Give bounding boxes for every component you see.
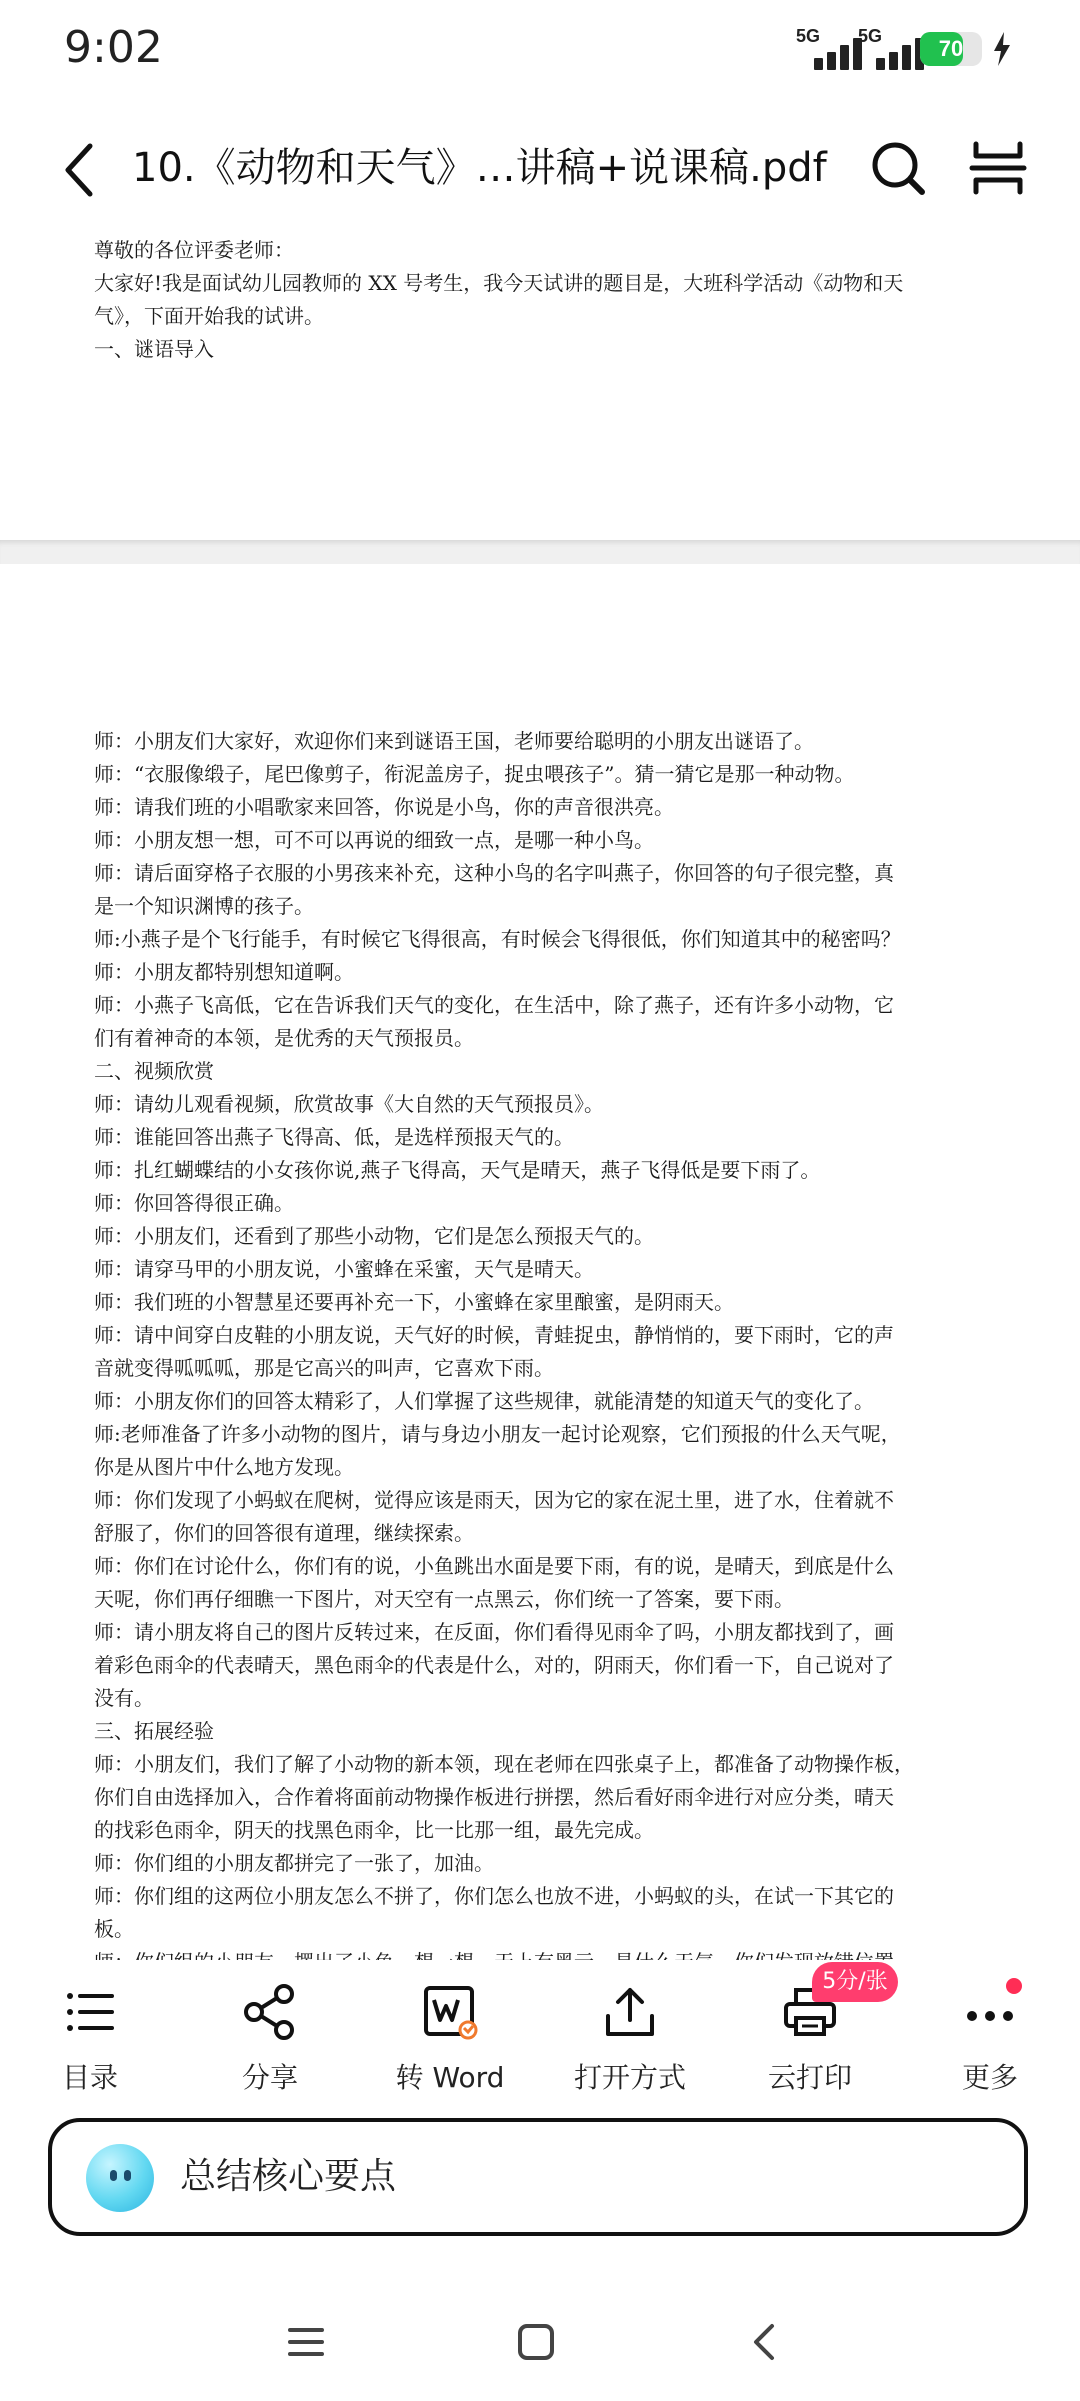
status-time: 9:02 (64, 22, 163, 73)
document-line: 着彩色雨伞的代表晴天，黑色雨伞的代表是什么，对的，阴雨天，你们看一下，自己说对了 (94, 1653, 894, 1677)
document-line: 尊敬的各位评委老师： (94, 238, 294, 262)
fit-width-icon[interactable] (966, 136, 1030, 200)
document-line: 们有着神奇的本领，是优秀的天气预报员。 (94, 1026, 474, 1050)
document-line: 板。 (94, 1917, 134, 1941)
open-with-button[interactable] (550, 1982, 710, 2092)
cloud-print-label: 云打印 (767, 2061, 852, 2094)
document-line: 师：扎红蝴蝶结的小女孩你说,燕子飞得高，天气是晴天，燕子飞得低是要下雨了。 (94, 1158, 821, 1182)
document-line: 舒服了，你们的回答很有道理，继续探索。 (94, 1521, 474, 1545)
document-line: 三、拓展经验 (94, 1719, 214, 1743)
back-icon[interactable] (736, 2312, 796, 2372)
share-label: 分享 (241, 2061, 298, 2094)
document-line: 师：你们组的这两位小朋友怎么不拼了，你们怎么也放不进，小蚂蚁的头，在试一下其它的 (94, 1884, 894, 1908)
document-line: 师：小朋友们，我们了解了小动物的新本领，现在老师在四张桌子上，都准备了动物操作板， (94, 1752, 914, 1776)
system-nav-bar (0, 2260, 1080, 2401)
document-line: 二、视频欣赏 (94, 1059, 214, 1083)
document-line: 天呢，你们再仔细瞧一下图片，对天空有一点黑云，你们统一了答案，要下雨。 (94, 1587, 794, 1611)
toc-label: 目录 (61, 2061, 118, 2094)
more-button[interactable] (910, 1982, 1070, 2092)
search-icon[interactable] (866, 136, 930, 200)
ai-summary-button[interactable] (48, 2118, 1028, 2236)
document-line: 是一个知识渊博的孩子。 (94, 894, 314, 918)
page-2-text (94, 725, 984, 1979)
document-line: 师：小燕子飞高低，它在告诉我们天气的变化，在生活中，除了燕子，还有许多小动物，它 (94, 993, 894, 1017)
pdf-page-2 (0, 564, 1080, 2194)
ai-summary-label: 总结核心要点 (180, 2156, 397, 2197)
document-line: 师：谁能回答出燕子飞得高、低，是选样预报天气的。 (94, 1125, 574, 1149)
more-label: 更多 (961, 2061, 1018, 2094)
document-line: 师：你们在讨论什么，你们有的说，小鱼跳出水面是要下雨，有的说，是晴天，到底是什么 (94, 1554, 894, 1578)
document-line: 师：小朋友们大家好，欢迎你们来到谜语王国，老师要给聪明的小朋友出谜语了。 (94, 729, 814, 753)
document-line: 音就变得呱呱呱，那是它高兴的叫声，它喜欢下雨。 (94, 1356, 554, 1380)
document-line: 师：你们组的小朋友都拼完了一张了，加油。 (94, 1851, 494, 1875)
document-line: 师：你回答得很正确。 (94, 1191, 294, 1215)
document-line: 师：请小朋友将自己的图片反转过来，在反面，你们看得见雨伞了吗，小朋友都找到了，画 (94, 1620, 894, 1644)
open-with-label: 打开方式 (573, 2061, 686, 2094)
document-line: 一、谜语导入 (94, 337, 214, 361)
document-line: 你是从图片中什么地方发现。 (94, 1455, 354, 1479)
bottom-toolbar (0, 1960, 1080, 2100)
menu-icon[interactable] (276, 2312, 336, 2372)
toc-button[interactable] (10, 1982, 170, 2092)
document-line: 师：请穿马甲的小朋友说，小蜜蜂在采蜜，天气是晴天。 (94, 1257, 594, 1281)
list-icon (60, 1982, 120, 2042)
document-line: 师：小朋友想一想，可不可以再说的细致一点，是哪一种小鸟。 (94, 828, 654, 852)
document-line: 师：请我们班的小唱歌家来回答，你说是小鸟，你的声音很洪亮。 (94, 795, 674, 819)
network-type-2: 5G (858, 26, 883, 46)
document-line: 你们自由选择加入，合作着将面前动物操作板进行拼摆，然后看好雨伞进行对应分类，晴天 (94, 1785, 894, 1809)
document-line: 师:老师准备了许多小动物的图片，请与身边小朋友一起讨论观察，它们预报的什么天气呢， (94, 1422, 901, 1446)
battery-icon (920, 32, 982, 66)
pdf-page-1 (0, 230, 1080, 540)
notification-dot (1006, 1978, 1022, 1994)
share-icon (240, 1982, 300, 2042)
page-separator (0, 540, 1080, 564)
charging-bolt-icon (992, 32, 1012, 66)
document-line: 师：小朋友你们的回答太精彩了，人们掌握了这些规律，就能清楚的知道天气的变化了。 (94, 1389, 874, 1413)
document-line: 师：我们班的小智慧星还要再补充一下，小蜜蜂在家里酿蜜，是阴雨天。 (94, 1290, 734, 1314)
document-title: 10.《动物和天气》…讲稿+说课稿.pdf (132, 145, 827, 191)
convert-word-label: 转 Word (395, 2061, 505, 2094)
home-icon[interactable] (506, 2312, 566, 2372)
document-line: 师：请中间穿白皮鞋的小朋友说，天气好的时候，青蛙捉虫，静悄悄的，要下雨时，它的声 (94, 1323, 894, 1347)
document-line: 师：请幼儿观看视频，欣赏故事《大自然的天气预报员》。 (94, 1092, 604, 1116)
share-button[interactable] (190, 1982, 350, 2092)
network-type-1: 5G (796, 26, 821, 46)
document-line: 师:小燕子是个飞行能手，有时候它飞得很高，有时候会飞得很低，你们知道其中的秘密吗？ (94, 927, 901, 951)
document-line: 师：小朋友都特别想知道啊。 (94, 960, 354, 984)
document-line: 师：你们发现了小蚂蚁在爬树，觉得应该是雨天，因为它的家在泥土里，进了水，住着就不 (94, 1488, 894, 1512)
document-line: 气》，下面开始我的试讲。 (94, 304, 324, 328)
page-1-text (94, 234, 984, 366)
document-line: 没有。 (94, 1686, 154, 1710)
document-line: 师：小朋友们，还看到了那些小动物，它们是怎么预报天气的。 (94, 1224, 654, 1248)
document-header (0, 110, 1080, 230)
status-bar (0, 0, 1080, 100)
back-arrow-icon[interactable] (56, 140, 106, 200)
battery-level: 70 (938, 36, 964, 61)
convert-word-button[interactable] (370, 1982, 530, 2092)
document-line: 师：请后面穿格子衣服的小男孩来补充，这种小鸟的名字叫燕子，你回答的句子很完整，真 (94, 861, 894, 885)
document-line: 的找彩色雨伞，阴天的找黑色雨伞，比一比那一组，最先完成。 (94, 1818, 654, 1842)
price-badge: 5分/张 (812, 1962, 898, 2002)
document-line: 师：“衣服像缎子，尾巴像剪子，衔泥盖房子，捉虫喂孩子”。猜一猜它是那一种动物。 (94, 762, 855, 786)
ai-assistant-avatar-icon (86, 2144, 154, 2212)
convert-word-icon (420, 1982, 480, 2042)
document-line: 大家好!我是面试幼儿园教师的 XX 号考生，我今天试讲的题目是，大班科学活动《动物和天 (94, 271, 904, 295)
upload-icon (600, 1982, 660, 2042)
